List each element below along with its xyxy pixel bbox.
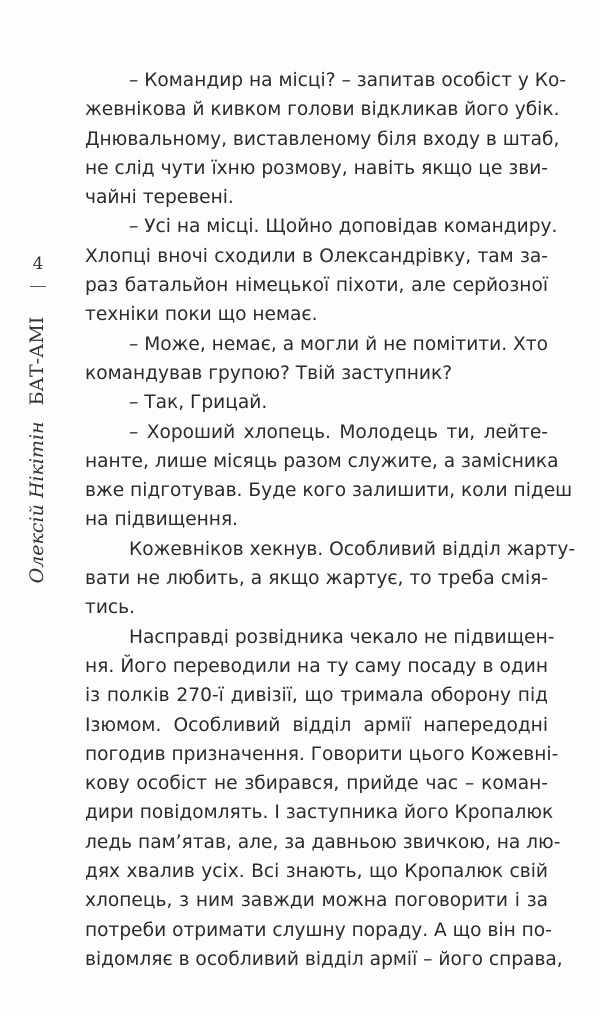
paragraph — [85, 418, 573, 535]
text-line: не слід чути їхню розмову, навіть якщо це зви- — [85, 157, 548, 179]
text-line: дях хвалив усіх. Всі знають, що Кропалюк свій — [85, 861, 548, 883]
page-margin — [0, 0, 70, 1016]
text-line: – Так, Грицай. — [129, 392, 268, 414]
text-line: Ізюмом. Особливий відділ армії напередодні — [85, 714, 548, 736]
text-line: ня. Його переводили на ту саму посаду в один — [85, 655, 548, 677]
running-header-title: БАТ-АМІ — [26, 316, 48, 406]
paragraph — [85, 66, 567, 212]
text-line: Хлопці вночі сходили в Олександрівку, там за- — [85, 245, 548, 267]
text-line: із полків 270-ї дивізії, що тримала оборону під — [85, 685, 548, 707]
text-line: на підвищення. — [85, 509, 239, 531]
text-line: відомляє в особливий відділ армії – його справа, — [85, 948, 563, 970]
paragraph — [85, 212, 558, 329]
text-line: техніки поки що немає. — [85, 304, 318, 326]
margin-divider — [30, 286, 46, 287]
text-line: – Хороший хлопець. Молодець ти, лейте- — [129, 421, 548, 443]
text-line: – Може, немає, а могли й не помітити. Хто — [129, 333, 548, 355]
text-line: раз батальйон німецької піхоти, але серйозної — [85, 275, 548, 297]
text-line: тись. — [85, 597, 136, 619]
running-header-author: Олексій Нікітін — [26, 421, 48, 584]
text-line: вже підготував. Буде кого залишити, коли підеш — [85, 480, 573, 502]
text-line: ледь пам’ятав, але, за давньою звичкою, на лю- — [85, 831, 561, 853]
text-line: вати не любить, а якщо жартує, то треба смія- — [85, 568, 548, 590]
body-text — [85, 66, 576, 974]
paragraph — [85, 535, 576, 623]
paragraph — [85, 623, 563, 975]
text-line: жевнікова й кивком голови відкликав його убік. — [85, 99, 560, 121]
text-line: кову особіст не збирався, прийде час – коман- — [85, 773, 548, 795]
text-line: командував групою? Твій заступник? — [85, 362, 453, 384]
text-line: Кожевніков хекнув. Особливий відділ жарту- — [129, 538, 576, 560]
text-line: Днювальному, виставленому біля входу в штаб, — [85, 128, 560, 150]
text-line: – Усі на місці. Щойно доповідав командиру. — [129, 216, 558, 238]
text-line: хлопець, з ним завжди можна поговорити і за — [85, 890, 548, 912]
text-line: нанте, лише місяць разом служите, а замісника — [85, 450, 559, 472]
paragraph — [85, 330, 548, 389]
paragraph — [85, 388, 548, 417]
text-line: – Командир на місці? – запитав особіст у Ко- — [129, 70, 567, 91]
text-line: погодив призначення. Говорити цього Кожевні- — [85, 743, 559, 765]
text-line: чайні теревені. — [85, 187, 234, 209]
text-line: потреби отримати слушну пораду. А що він по- — [85, 919, 552, 941]
page-number: 4 — [32, 254, 44, 274]
text-line: Насправді розвідника чекало не підвищен- — [129, 626, 555, 648]
running-header — [26, 317, 48, 584]
text-line: дири повідомлять. І заступника його Кропалюк — [85, 802, 554, 824]
